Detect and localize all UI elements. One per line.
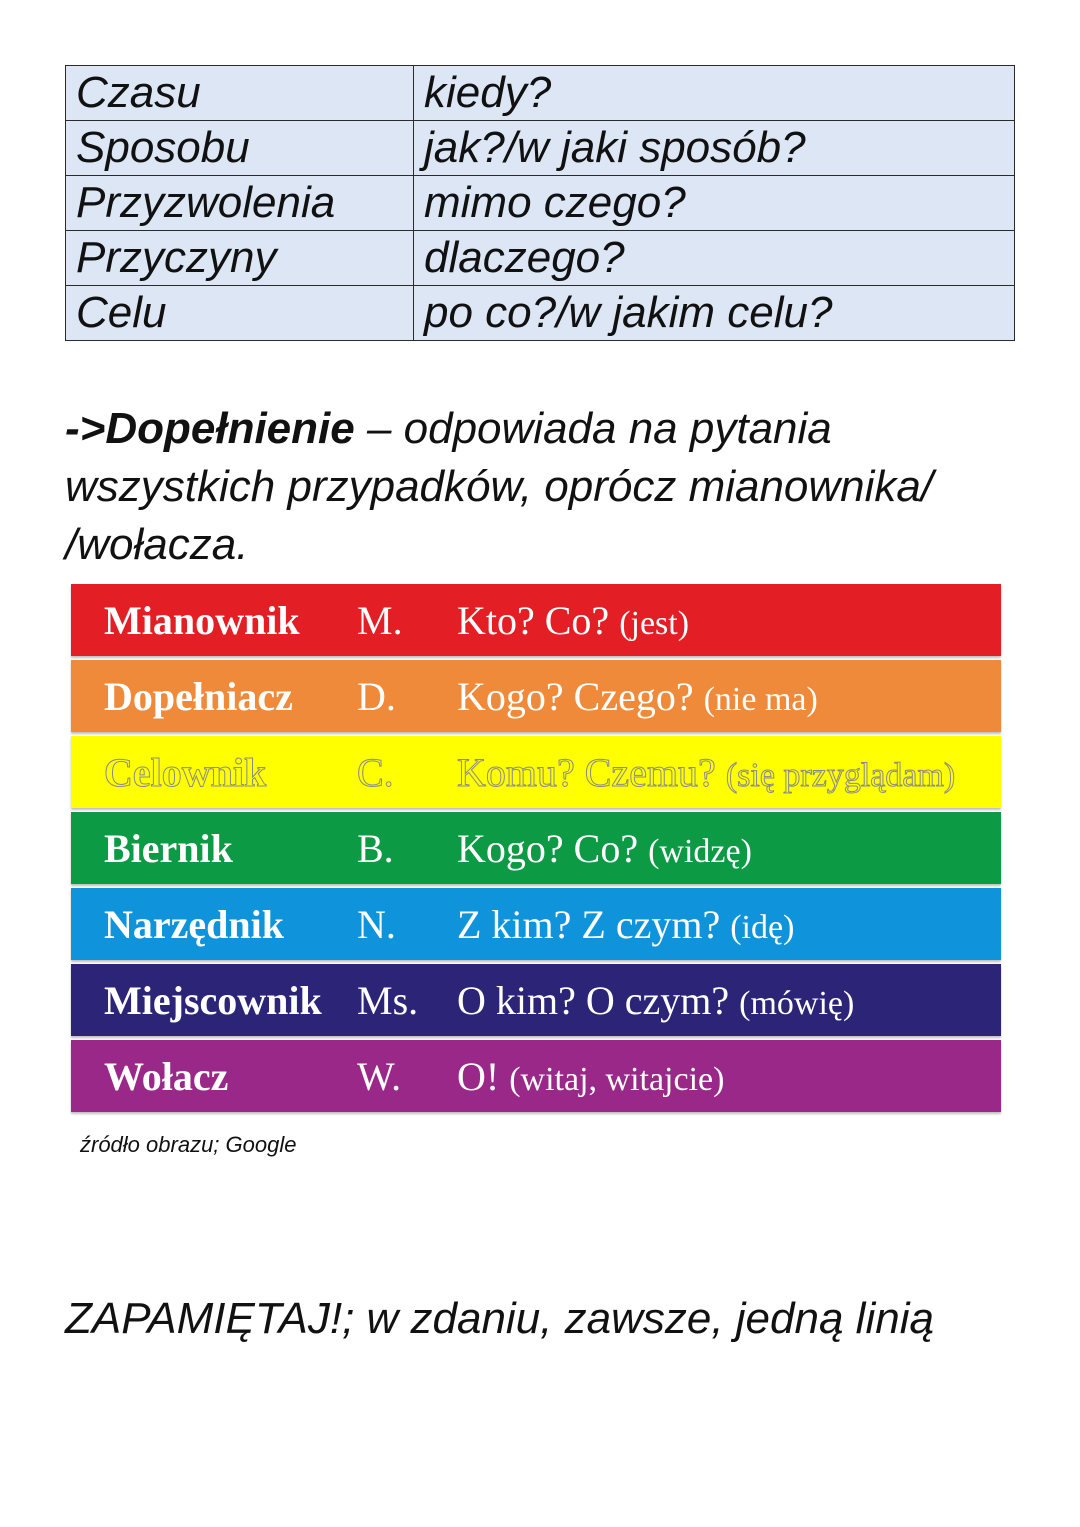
case-question bbox=[457, 749, 1001, 796]
case-row-dopelniacz bbox=[71, 660, 1001, 732]
case-name: Mianownik bbox=[104, 597, 300, 643]
case-abbreviation: W. bbox=[357, 1053, 402, 1099]
case-question-text: O! bbox=[457, 1053, 500, 1099]
case-question-text: O kim? O czym? bbox=[457, 977, 730, 1023]
case-abbreviation: C. bbox=[357, 749, 394, 795]
table-row bbox=[66, 66, 1015, 121]
case-name: Narzędnik bbox=[104, 901, 284, 947]
table-row bbox=[66, 231, 1015, 286]
case-row-mianownik bbox=[71, 584, 1001, 656]
case-name: Dopełniacz bbox=[104, 673, 293, 719]
adverbial-question: jak?/w jaki sposób? bbox=[414, 121, 1015, 176]
case-example: (jest) bbox=[619, 604, 690, 642]
question-table bbox=[65, 65, 1015, 341]
case-abbreviation: B. bbox=[357, 825, 394, 871]
case-question bbox=[457, 673, 1001, 720]
adverbial-question: kiedy? bbox=[414, 66, 1015, 121]
case-example: (nie ma) bbox=[703, 680, 818, 718]
case-abbreviation: M. bbox=[357, 597, 403, 643]
case-question-text: Komu? Czemu? bbox=[457, 749, 716, 795]
case-row-biernik bbox=[71, 812, 1001, 884]
adverbial-question: mimo czego? bbox=[414, 176, 1015, 231]
case-question-text: Kogo? Czego? bbox=[457, 673, 694, 719]
adverbial-type: Przyczyny bbox=[66, 231, 414, 286]
case-name: Wołacz bbox=[104, 1053, 229, 1099]
case-example: (się przyglądam) bbox=[725, 756, 956, 794]
case-question-text: Kto? Co? bbox=[457, 597, 610, 643]
case-example: (widzę) bbox=[648, 832, 752, 870]
case-question-text: Z kim? Z czym? bbox=[457, 901, 721, 947]
definition-text: – odpowiada na pytania wszystkich przypadków, oprócz mianownika/ /wołacza. bbox=[65, 404, 934, 569]
case-name: Biernik bbox=[104, 825, 233, 871]
adverbial-type: Czasu bbox=[66, 66, 414, 121]
case-question bbox=[457, 597, 1001, 644]
adverbial-question: po co?/w jakim celu? bbox=[414, 286, 1015, 341]
adverbial-type: Przyzwolenia bbox=[66, 176, 414, 231]
case-row-celownik bbox=[71, 736, 1001, 808]
table-row bbox=[66, 121, 1015, 176]
case-abbreviation: Ms. bbox=[357, 977, 419, 1023]
case-question bbox=[457, 901, 1001, 948]
remember-note: ZAPAMIĘTAJ!; w zdaniu, zawsze, jedną linią bbox=[65, 1294, 934, 1343]
definition-term: ->Dopełnienie bbox=[65, 404, 355, 453]
case-abbreviation: D. bbox=[357, 673, 396, 719]
table-row bbox=[66, 176, 1015, 231]
case-question bbox=[457, 977, 1001, 1024]
case-row-narzednik bbox=[71, 888, 1001, 960]
case-abbreviation: N. bbox=[357, 901, 396, 947]
adverbial-type: Sposobu bbox=[66, 121, 414, 176]
case-example: (witaj, witajcie) bbox=[509, 1060, 725, 1098]
case-row-miejscownik bbox=[71, 964, 1001, 1036]
table-row bbox=[66, 286, 1015, 341]
object-definition bbox=[65, 400, 1025, 574]
case-name: Celownik bbox=[104, 749, 267, 795]
adverbial-type: Celu bbox=[66, 286, 414, 341]
case-question bbox=[457, 1053, 1001, 1100]
case-row-wolacz bbox=[71, 1040, 1001, 1112]
case-example: (idę) bbox=[730, 908, 795, 946]
case-question bbox=[457, 825, 1001, 872]
image-source-caption: źródło obrazu; Google bbox=[80, 1132, 297, 1157]
adverbial-question: dlaczego? bbox=[414, 231, 1015, 286]
case-example: (mówię) bbox=[739, 984, 855, 1022]
case-name: Miejscownik bbox=[104, 977, 322, 1023]
case-question-text: Kogo? Co? bbox=[457, 825, 639, 871]
cases-chart bbox=[71, 584, 1001, 1116]
